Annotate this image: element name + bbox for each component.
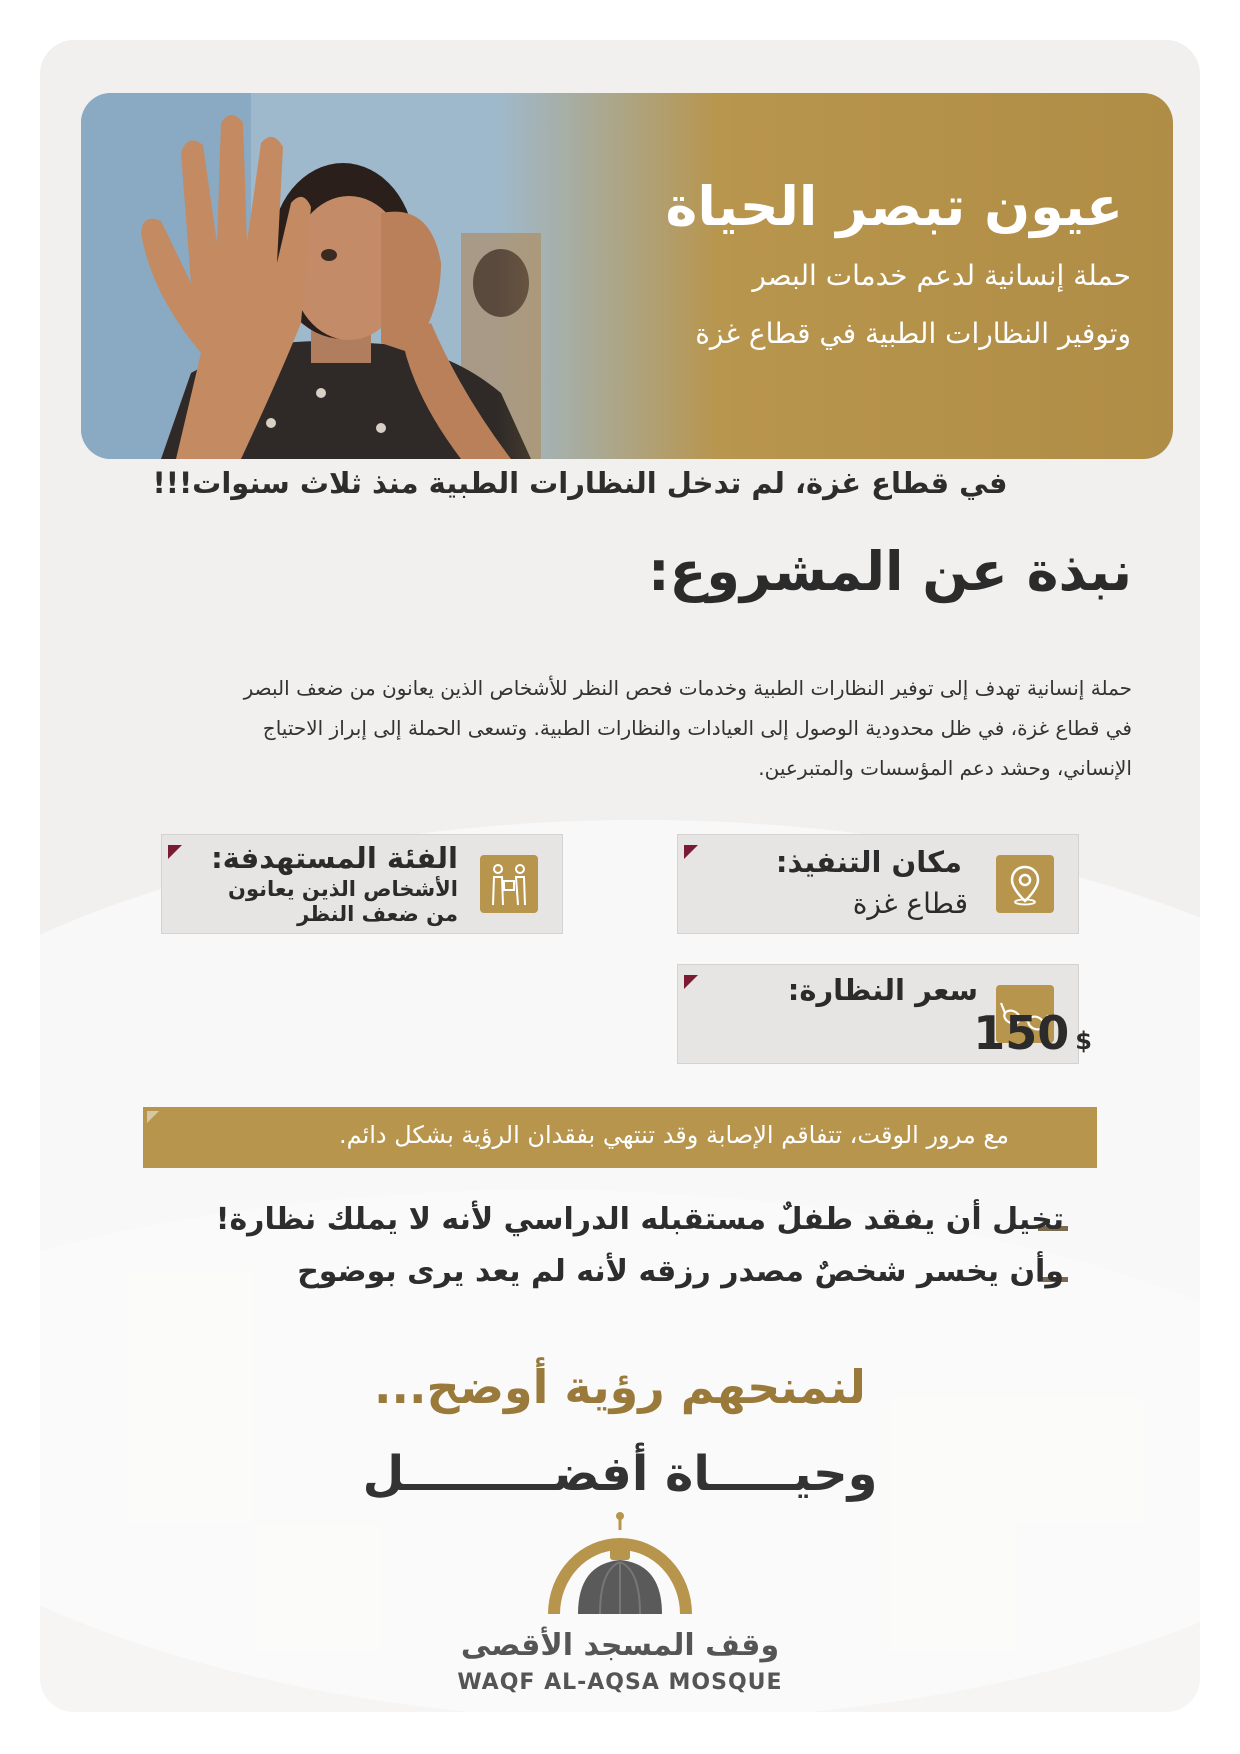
corner-marker: [684, 845, 698, 859]
hero-photo-child-eye-test: [81, 93, 721, 459]
logo-arabic-name: وقف المسجد الأقصى: [460, 1628, 780, 1663]
target-group-box: [161, 834, 563, 934]
about-heading: نبذة عن المشروع:: [647, 540, 1132, 603]
corner-marker: [168, 845, 182, 859]
logo-english-name: WAQF AL-AQSA MOSQUE: [457, 1670, 783, 1695]
target-group-value-line2: من ضعف النظر: [297, 902, 458, 926]
location-value: قطاع غزة: [852, 887, 968, 920]
about-description: [148, 668, 1132, 788]
price-label: سعر النظارة:: [787, 973, 978, 1007]
about-line-2: في قطاع غزة، في ظل محدودية الوصول إلى العيادات والنظارات الطبية. وتسعى الحملة إلى إبراز الاحتياج: [262, 716, 1132, 740]
campaign-subtitle-line1: حملة إنسانية لدعم خدمات البصر: [752, 259, 1131, 292]
location-label: مكان التنفيذ:: [775, 845, 962, 879]
warning-banner-text: مع مرور الوقت، تتفاقم الإصابة وقد تنتهي بفقدان الرؤية بشكل دائم.: [338, 1121, 1009, 1149]
hero-banner: [81, 93, 1173, 459]
about-line-3: الإنساني، وحشد دعم المؤسسات والمتبرعين.: [758, 756, 1132, 780]
banner-corner-marker: [147, 1111, 159, 1123]
corner-marker: [684, 975, 698, 989]
closing-line-1: لنمنحهم رؤية أوضح...: [374, 1360, 866, 1414]
price-currency: $: [1075, 1027, 1092, 1055]
bullet-point-1: تخيل أن يفقد طفلٌ مستقبله الدراسي لأنه لا يملك نظارة!: [215, 1202, 1064, 1237]
warning-banner: [143, 1107, 1097, 1168]
about-line-1: حملة إنسانية تهدف إلى توفير النظارات الطبية وخدمات فحص النظر للأشخاص الذين يعانون من ضعف البصر: [243, 676, 1132, 700]
target-group-value-line1: الأشخاص الذين يعانون: [228, 877, 458, 901]
mosque-dome-logo: [540, 1510, 700, 1620]
target-group-value: [228, 877, 458, 927]
closing-line-2: وحيـــــاة أفضـــــــــل: [362, 1446, 878, 1502]
bullet-point-2: وأن يخسر شخصٌ مصدر رزقه لأنه لم يعد يرى بوضوح: [297, 1254, 1064, 1289]
location-pin-icon: [996, 855, 1054, 913]
price-amount: 150: [973, 1006, 1070, 1060]
campaign-subtitle-line2: وتوفير النظارات الطبية في قطاع غزة: [695, 317, 1131, 350]
people-giving-icon: [480, 855, 538, 913]
alert-statement: في قطاع غزة، لم تدخل النظارات الطبية منذ ثلاث سنوات!!!: [152, 466, 1008, 500]
target-group-label: الفئة المستهدفة:: [211, 841, 458, 875]
campaign-title: عيون تبصر الحياة: [665, 175, 1123, 238]
price-value: [973, 1006, 1092, 1060]
location-box: [677, 834, 1079, 934]
